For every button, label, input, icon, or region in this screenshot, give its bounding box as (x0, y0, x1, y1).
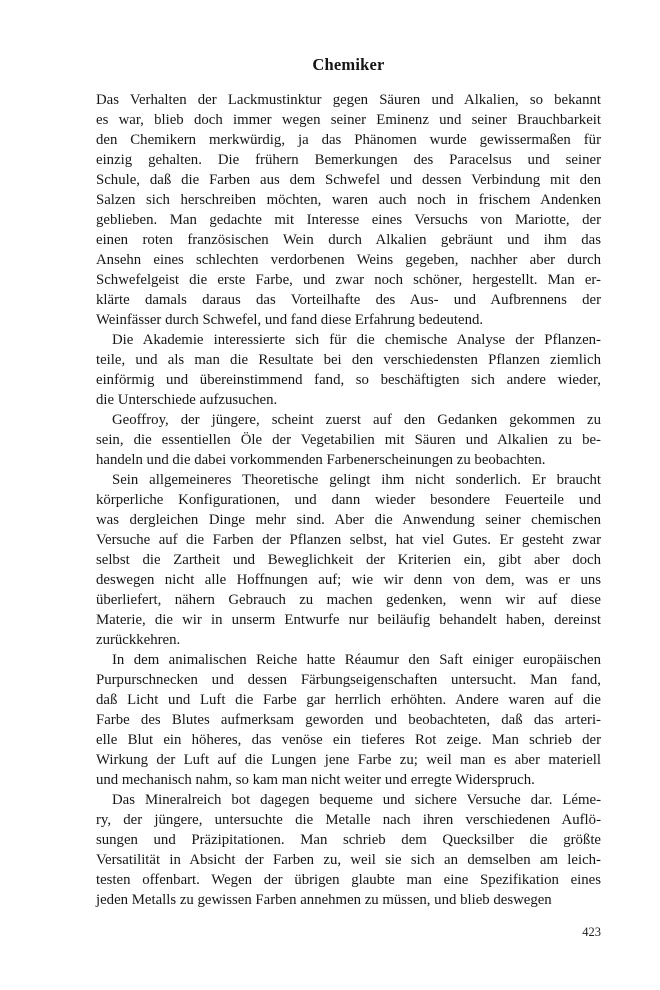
paragraph (96, 330, 601, 410)
text-line: Geoffroy, der jüngere, scheint zuerst auf den Gedanken gekommen zu (112, 412, 601, 428)
text-line: ry, der jüngere, untersuchte die Metalle nach ihren verschiedenen Auflö- (96, 812, 601, 828)
page-number: 423 (582, 925, 601, 939)
text-line: überliefert, nähern Gebrauch zu machen gedenken, wenn wir auf diese (96, 592, 601, 608)
text-line: Das Verhalten der Lackmustinktur gegen Säuren und Alkalien, so bekannt (96, 92, 601, 108)
text-line: klärte damals daraus das Vorteilhafte des Aus- und Aufbrennens der (96, 292, 601, 308)
text-line: Versatilität in Absicht der Farben zu, weil sie sich an demselben am leich- (96, 852, 601, 868)
text-line: Purpurschnecken und dessen Färbungseigenschaften untersucht. Man fand, (96, 672, 601, 688)
chapter-title: Chemiker (312, 55, 385, 74)
text-line: Die Akademie interessierte sich für die chemische Analyse der Pflanzen- (112, 332, 601, 348)
text-line: In dem animalischen Reiche hatte Réaumur den Saft einiger europäischen (112, 652, 601, 668)
text-line: einförmig und übereinstimmend fand, so beschäftigten sich andere wieder, (96, 372, 601, 388)
text-line: zurückkehren. (96, 632, 181, 648)
text-line: den Chemikern merkwürdig, ja das Phänomen wurde gewissermaßen für (96, 132, 601, 148)
paragraph (96, 90, 601, 330)
text-line: geblieben. Man gedachte mit Interesse eines Versuchs von Mariotte, der (96, 212, 601, 228)
text-line: die Unterschiede aufzusuchen. (96, 392, 278, 408)
text-line: Das Mineralreich bot dagegen bequeme und sichere Versuche dar. Léme- (112, 792, 601, 808)
text-line: einen roten französischen Wein durch Alkalien gebräunt und ihm das (96, 232, 601, 248)
text-line: selbst die Zartheit und Beweglichkeit der Kriterien ein, gibt aber doch (96, 552, 601, 568)
text-line: sungen und Präzipitationen. Man schrieb dem Quecksilber die größte (96, 832, 601, 848)
paragraph (96, 470, 601, 650)
text-line: elle Blut ein höheres, das venöse ein tieferes Rot zeige. Man schrieb der (96, 732, 601, 748)
text-line: Salzen sich herschreiben möchten, waren auch noch in frischem Andenken (96, 192, 601, 208)
text-line: es war, blieb doch immer wegen seiner Eminenz und seiner Brauchbarkeit (96, 112, 601, 128)
text-line: was dergleichen Dinge mehr sind. Aber die Anwendung seiner chemischen (96, 512, 601, 528)
text-line: Schule, daß die Farben aus dem Schwefel und dessen Verbindung mit den (96, 172, 601, 188)
body-text (96, 90, 601, 910)
text-line: Farbe des Blutes aufmerksam geworden und beobachteten, daß das arteri- (96, 712, 601, 728)
text-line: jeden Metalls zu gewissen Farben annehmen zu müssen, und blieb deswegen (96, 892, 552, 908)
text-line: handeln und die dabei vorkommenden Farbenerscheinungen zu beobachten. (96, 452, 546, 468)
text-line: körperliche Konfigurationen, und dann wieder besondere Feuerteile und (96, 492, 601, 508)
text-line: einzig gehalten. Die frühern Bemerkungen des Paracelsus und seiner (96, 152, 601, 168)
text-line: daß Licht und Luft die Farbe gar herrlich erhöhten. Andere waren auf die (96, 692, 601, 708)
text-line: Sein allgemeineres Theoretische gelingt ihm nicht sonderlich. Er braucht (112, 472, 601, 488)
text-line: teile, und als man die Resultate bei den verschiedensten Pflanzen ziemlich (96, 352, 601, 368)
text-line: Ansehn eines schlechten verdorbenen Weins gegeben, nachher aber durch (96, 252, 601, 268)
text-line: Materie, die wir in unserm Entwurfe nur beiläufig behandelt haben, dereinst (96, 612, 601, 628)
text-line: und mechanisch nahm, so kam man nicht weiter und erregte Widerspruch. (96, 772, 535, 788)
paragraph (96, 790, 601, 910)
paragraph (96, 410, 601, 470)
text-line: testen offenbart. Wegen der übrigen glaubte man eine Spezifikation eines (96, 872, 601, 888)
paragraph (96, 650, 601, 790)
text-line: Versuche auf die Farben der Pflanzen selbst, hat viel Gutes. Er gesteht zwar (96, 532, 601, 548)
text-line: Schwefelgeist die erste Farbe, und zwar noch schöner, hergestellt. Man er- (96, 272, 601, 288)
text-line: Weinfässer durch Schwefel, und fand diese Erfahrung bedeutend. (96, 312, 484, 328)
text-line: deswegen nicht alle Hoffnungen auf; wie wir denn von dem, was er uns (96, 572, 601, 588)
text-line: Wirkung der Luft auf die Lungen jene Farbe zu; weil man es aber materiell (96, 752, 601, 768)
text-line: sein, die essentiellen Öle der Vegetabilien mit Säuren und Alkalien zu be- (96, 432, 601, 448)
